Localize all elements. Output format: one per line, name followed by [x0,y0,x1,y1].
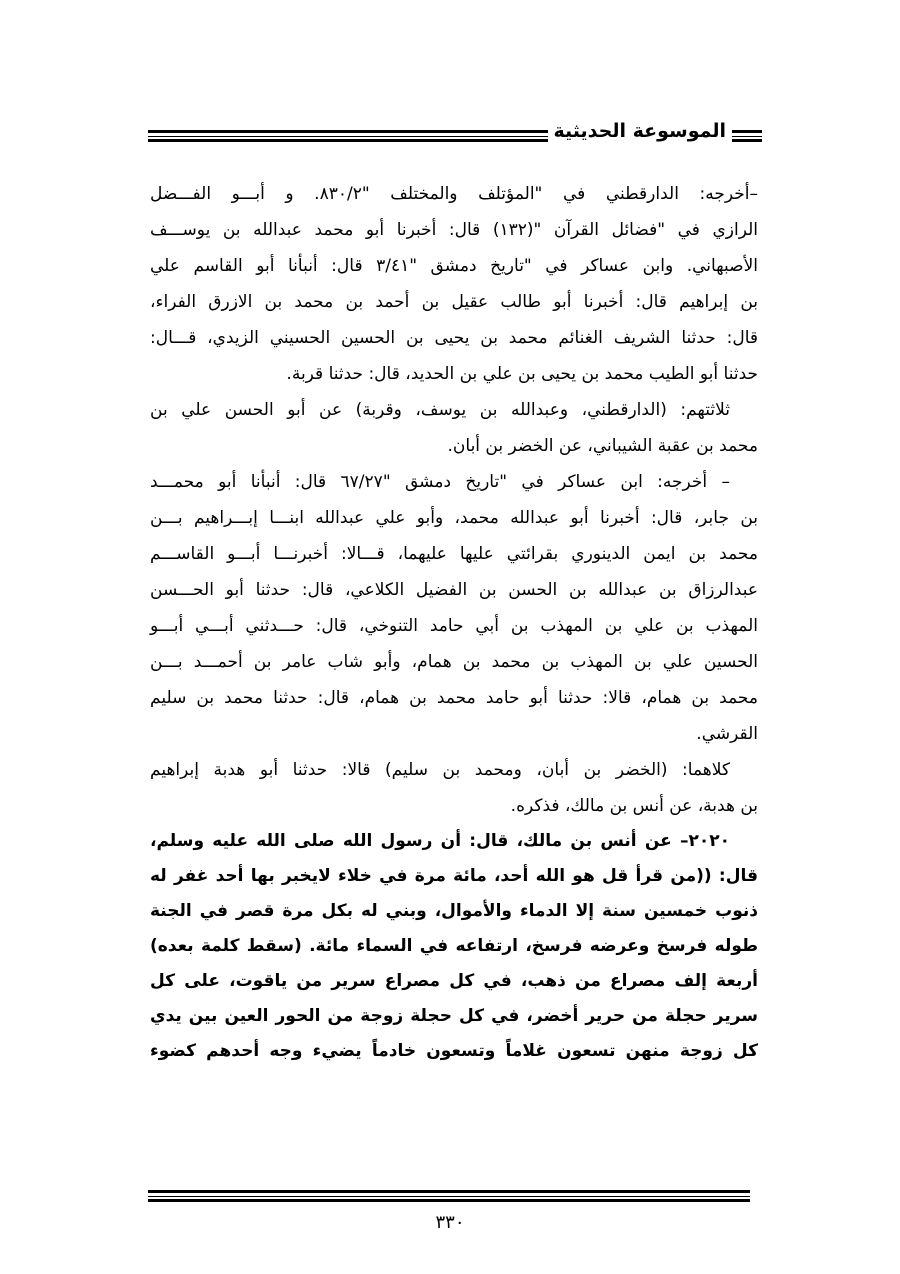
text-line: بن جابر، قال: أخبرنا أبو عبدالله محمد، وأبو علي عبدالله ابنـــا إبـــراهيم بـــن [150,508,758,528]
hadith-text [150,824,758,1069]
text-line: القرشي. [696,724,758,744]
header-title: الموسوعة الحديثية [548,120,733,142]
text-line: المهذب بن علي بن المهذب بن أبي حامد التنوخي، قال: حـــدثني أبـــي أبـــو [150,616,758,636]
body-text [150,176,758,1069]
text-line: محمد بن همام، قالا: حدثنا أبو حامد محمد بن همام، قال: حدثنا محمد بن سليم [150,688,758,708]
page-header [148,118,762,158]
text-line: ثلاثتهم: (الدارقطني، وعبدالله بن يوسف، وقربة) عن أبو الحسن علي بن [150,400,730,420]
text-line: قال: ((من قرأ قل هو الله أحد، مائة مرة في خلاء لايخبر بها أحد غفر له [150,866,758,886]
text-line: الرازي في "فضائل القرآن "(١٣٢) قال: أخبرنا أبو محمد عبدالله بن يوســـف [150,220,758,240]
footer-rule-middle [148,1196,750,1197]
text-line: محمد بن عقبة الشيباني، عن الخضر بن أبان. [447,436,758,456]
text-line: بن هدبة، عن أنس بن مالك، فذكره. [510,796,758,816]
text-line: طوله فرسخ وعرضه فرسخ، ارتفاعه في السماء مائة. (سقط كلمة بعده) [150,936,758,956]
text-line: كلاهما: (الخضر بن أبان، ومحمد بن سليم) قالا: حدثنا أبو هدبة إبراهيم [150,760,730,780]
footer-rule-top [148,1190,750,1193]
paragraph-thalathatuhum [150,392,758,464]
paragraph-takhrij-2 [150,464,758,752]
paragraph-kilahuma [150,752,758,824]
text-line: الأصبهاني. وابن عساكر في "تاريخ دمشق "٣/٤١ قال: أنبأنا أبو القاسم علي [150,256,758,276]
text-line: – أخرجه: ابن عساكر في "تاريخ دمشق "٦٧/٢٧ قال: أنبأنا أبو محمـــد [150,472,730,492]
text-line: بن إبراهيم قال: أخبرنا أبو طالب عقيل بن أحمد بن محمد بن الازرق الفراء، [150,292,758,312]
header-rule-lead [734,130,762,142]
footer-rule-bottom [148,1199,750,1202]
text-line: كل زوجة منهن تسعون غلاماً وتسعون خادماً يضيء وجه أحدهم كضوء [150,1041,758,1061]
text-line: –أخرجه: الدارقطني في "المؤتلف والمختلف "٨٣٠/٢. و أبـــو الفـــضل [150,184,758,204]
text-line: قال: حدثنا الشريف الغنائم محمد بن يحيى بن الحسين الحسيني الزيدي، قـــال: [150,328,758,348]
text-line: ذنوب خمسين سنة إلا الدماء والأموال، وبني له بكل مرة قصر في الجنة [150,901,758,921]
text-line: ٢٠٢٠– عن أنس بن مالك، قال: أن رسول الله صلى الله عليه وسلم، [150,831,730,851]
text-line: عبدالرزاق بن عبدالله بن الحسن بن الفضيل الكلاعي، قال: حدثنا أبو الحـــسن [150,580,758,600]
text-line: الحسين علي بن المهذب بن محمد بن همام، وأبو شاب عامر بن أحمـــد بـــن [150,652,758,672]
text-line: حدثنا أبو الطيب محمد بن يحيى بن علي بن الحديد، قال: حدثنا قربة. [286,364,758,384]
text-line: سرير حجلة من حرير أخضر، في كل حجلة زوجة من الحور العين بين يدي [150,1006,758,1026]
page-number: ٣٣٠ [435,1212,465,1233]
text-line: أربعة إلف مصراع من ذهب، في كل مصراع سرير من ياقوت، على كل [150,971,758,991]
text-line: محمد بن ايمن الدينوري بقرائتي عليها عليهما، قـــالا: أخبرنـــا أبـــو القاســـم [150,544,758,564]
paragraph-takhrij-1 [150,176,758,392]
